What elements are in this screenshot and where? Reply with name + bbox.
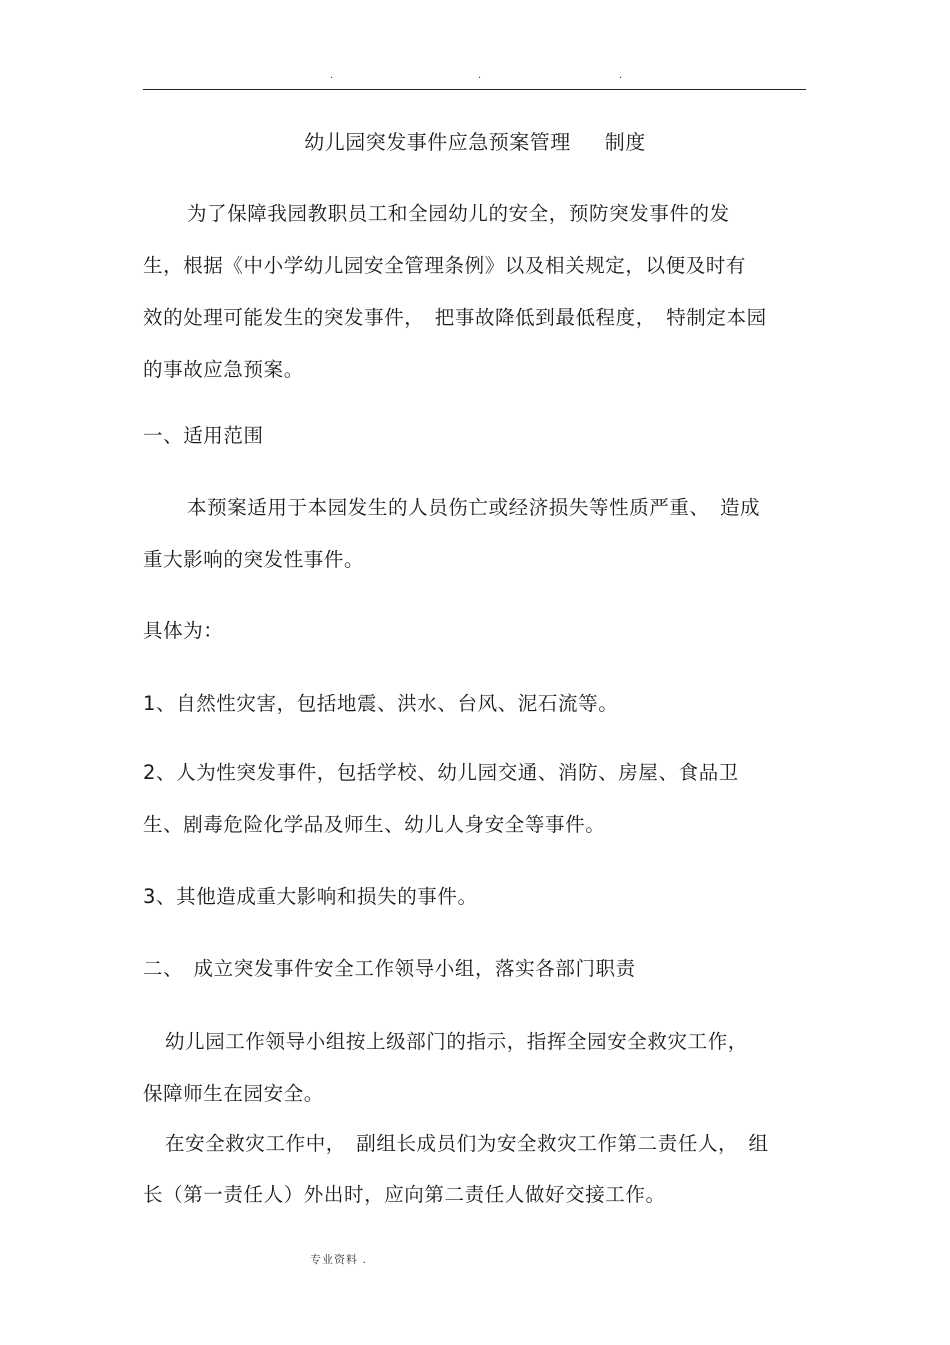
intro-line: 效的处理可能发生的突发事件， 把事故降低到最低程度， 特制定本园 (143, 306, 767, 329)
list-item (143, 871, 813, 923)
title-suffix: 制度 (604, 130, 646, 154)
intro-line: 的事故应急预案。 (143, 358, 304, 381)
section-heading: 二、 成立突发事件安全工作领导小组，落实各部门职责 (143, 957, 636, 980)
document-title (0, 128, 950, 156)
section2-para1 (143, 1016, 813, 1120)
section1-body-line: 本预案适用于本园发生的人员伤亡或经济损失等性质严重、 造成 (187, 496, 761, 519)
list-item (143, 747, 813, 851)
intro-paragraph (143, 188, 813, 396)
intro-line: 为了保障我园教职员工和全园幼儿的安全，预防突发事件的发 (187, 202, 730, 225)
section1-body-line: 重大影响的突发性事件。 (143, 548, 365, 571)
page-footer: 专业资料 . (310, 1253, 367, 1266)
section2-para1-line: 幼儿园工作领导小组按上级部门的指示，指挥全园安全救灾工作， (165, 1030, 748, 1053)
section1-heading (143, 410, 813, 462)
section2-para1-line: 保障师生在园安全。 (143, 1082, 324, 1105)
list-intro (143, 605, 813, 657)
section1-body (143, 482, 813, 586)
list-item-text: 生、剧毒危险化学品及师生、幼儿人身安全等事件。 (143, 813, 606, 836)
section2-heading (143, 943, 813, 995)
section-heading: 一、适用范围 (143, 424, 264, 447)
header-dot: . (619, 70, 623, 81)
section2-para2-line: 长（第一责任人）外出时，应向第二责任人做好交接工作。 (143, 1183, 666, 1206)
header-dots (0, 70, 950, 90)
section2-para2 (143, 1118, 813, 1220)
list-intro-text: 具体为： (143, 619, 224, 642)
list-item (143, 678, 813, 730)
intro-line: 生，根据《中小学幼儿园安全管理条例》以及相关规定，以便及时有 (143, 254, 747, 277)
title-main: 幼儿园突发事件应急预案管理 (304, 130, 571, 154)
header-dot: . (330, 70, 334, 81)
list-item-text: 2、人为性突发事件，包括学校、幼儿园交通、消防、房屋、食品卫 (143, 761, 739, 784)
section2-para2-line: 在安全救灾工作中， 副组长成员们为安全救灾工作第二责任人， 组 (165, 1132, 769, 1155)
list-item-text: 1、自然性灾害，包括地震、洪水、台风、泥石流等。 (143, 692, 619, 715)
header-rule (143, 89, 806, 90)
list-item-text: 3、其他造成重大影响和损失的事件。 (143, 885, 478, 908)
header-dot: . (478, 70, 482, 81)
